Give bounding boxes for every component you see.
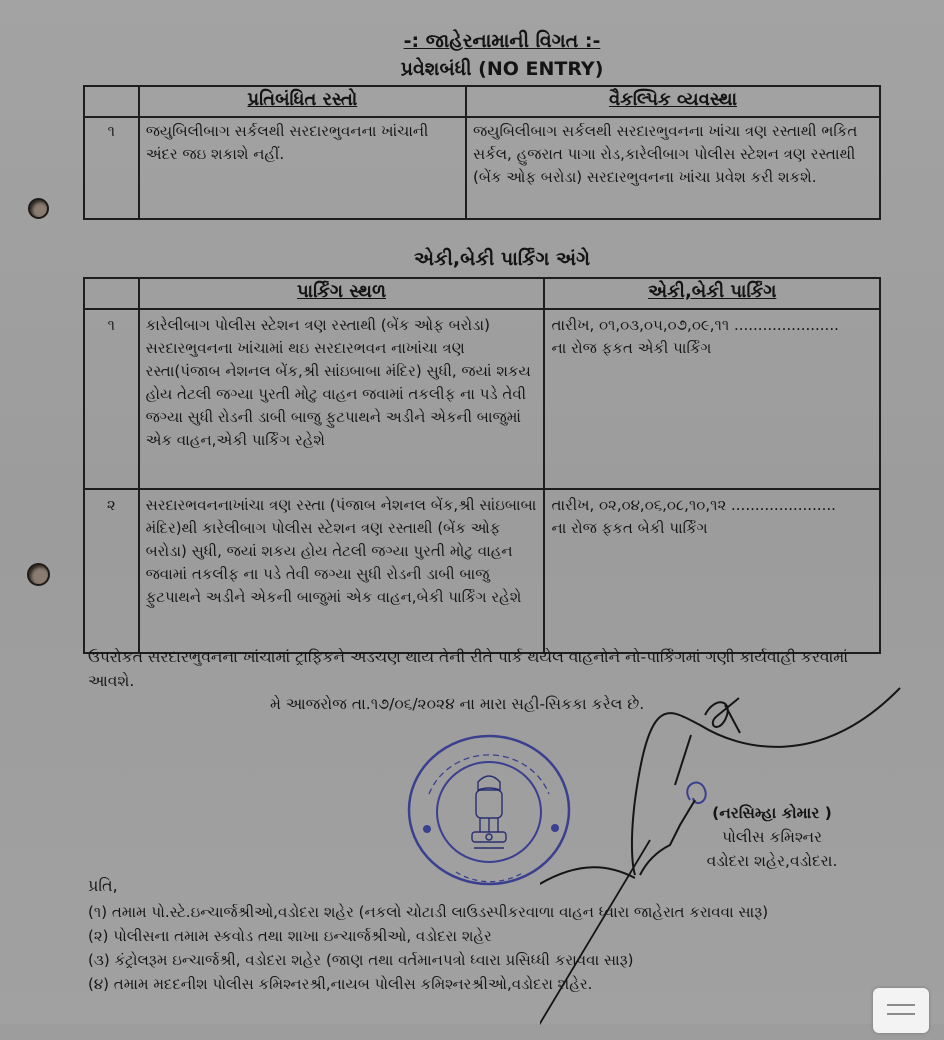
table-row — [84, 489, 880, 653]
signatory-name: (નરસિમ્હા કોમાર ) — [712, 804, 832, 822]
parking-dates: તારીખ, ૦૧,૦૩,૦૫,૦૭,૦૯,૧૧ ...................... — [551, 316, 839, 334]
parking-table — [83, 277, 881, 654]
table-row — [84, 117, 880, 219]
notice-heading: -: જાહેરનામાની વિગત :- — [403, 30, 601, 52]
copy-to-label: પ્રતિ, — [88, 876, 118, 895]
national-emblem-icon — [472, 776, 506, 848]
parking-rule: ના રોજ ફકત બેકી પાર્કિંગ — [551, 519, 708, 537]
column-header-number — [84, 278, 139, 309]
menu-button[interactable] — [873, 988, 929, 1033]
signatory-block — [672, 801, 872, 873]
row-number: ૨ — [84, 489, 139, 653]
copy-to-list — [88, 900, 768, 996]
column-header-restricted-road: પ્રતિબંધિત રસ્તો — [139, 86, 466, 117]
table-header-row — [84, 278, 880, 309]
row-number: ૧ — [84, 117, 139, 219]
row-number: ૧ — [84, 309, 139, 489]
column-header-odd-even-parking: એકી,બેકી પાર્કિંગ — [544, 278, 880, 309]
parking-rule-cell — [544, 489, 880, 653]
parking-heading: એકી,બેકી પાર્કિંગ અંગે — [414, 248, 590, 270]
copy-to-item: (૩) કંટ્રોલરૂમ ઇન્ચાર્જશ્રી, વડોદરા શહેર (જાણ તથા વર્તમાનપત્રો ધ્વારા પ્રસિધ્ધી કરાવવા સારૂ) — [88, 951, 634, 969]
no-entry-table — [83, 85, 881, 220]
table-row — [84, 309, 880, 489]
signatory-designation: પોલીસ કમિશ્નર — [721, 828, 823, 846]
copy-to-item: (૧) તમામ પો.સ્ટે.ઇન્ચાર્જશ્રીઓ,વડોદરા શહેર (નકલો ચોટાડી લાઉડસ્પીકરવાળા વાહન ધ્વારા જાહેરાત કરાવવા સારૂ) — [88, 903, 769, 921]
parking-dates: તારીખ, ૦૨,૦૪,૦૬,૦૮,૧૦,૧૨ ...................... — [551, 496, 836, 514]
table-header-row — [84, 86, 880, 117]
no-entry-heading: પ્રવેશબંધી (NO ENTRY) — [400, 58, 604, 80]
hamburger-menu-icon — [887, 1004, 915, 1006]
column-header-alternative: વૈકલ્પિક વ્યવસ્થા — [466, 86, 880, 117]
column-header-number — [84, 86, 139, 117]
dated-line: મે આજરોજ તા.૧૭/૦૬/૨૦૨૪ ના મારા સહી-સિકકા કરેલ છે. — [270, 695, 645, 713]
parking-location-cell: કારેલીબાગ પોલીસ સ્ટેશન ત્રણ રસ્તાથી (બેંક ઓફ બરોડા) સરદારભુવનના ખાંચામાં થઇ સરદારભવન નાખાંચા ત્રણ રસ્તા(પંજાબ નેશનલ બેંક,શ્રી સાંઇબાબા મંદિર) સુધી, જયાં શકય હોય તેટલી જગ્યા પુરતી મોટુ વાહન જવામાં તકલીફ ના પડે તેવી જગ્યા સુધી રોડની ડાબી બાજુ ફુટપાથને અડીને એકની બાજુમાં એક વાહન,એકી પાર્કિંગ રહેશે — [139, 309, 545, 489]
copy-to-item: (૪) તમામ મદદનીશ પોલીસ કમિશ્નરશ્રી,નાયબ પોલીસ કમિશ્નરશ્રીઓ,વડોદરા શહેર. — [88, 975, 593, 993]
alternative-route-cell: જયુબિલીબાગ સર્કલથી સરદારભુવનના ખાંચા ત્રણ રસ્તાથી ભકિત સર્કલ, હુજરાત પાગા રોડ,કારેલીબાગ પોલીસ સ્ટેશન ત્રણ રસ્તાથી (બેંક ઓફ બરોડા) સરદારભુવનના ખાંચા પ્રવેશ કરી શકશે. — [466, 117, 880, 219]
parking-rule-cell — [544, 309, 880, 489]
action-paragraph: ઉપરોકત સરદારભુવનના ખાંચામાં ટ્રાફિકને અડચણ થાય તેની રીતે પાર્ક થયેલ વાહનોને નો-પાર્કિંગમાં ગણી કાર્યવાહી કરવામાં આવશે. — [88, 648, 849, 690]
punch-hole — [27, 563, 50, 586]
column-header-parking-location: પાર્કિંગ સ્થળ — [139, 278, 545, 309]
copy-to-item: (૨) પોલીસના તમામ સ્કવોડ તથા શાખા ઇન્ચાર્જશ્રીઓ, વડોદરા શહેર — [88, 927, 492, 945]
punch-hole — [28, 198, 49, 219]
parking-location-cell: સરદારભવનનાખાંચા ત્રણ રસ્તા (પંજાબ નેશનલ બેંક,શ્રી સાંઇબાબા મંદિર)થી કારેલીબાગ પોલીસ સ્ટેશન ત્રણ રસ્તાથી (બેંક ઓફ બરોડા) સુધી, જયાં શકય હોય તેટલી જગ્યા પુરતી મોટુ વાહન જવામાં તકલીફ ના પડે તેવી જગ્યા સુધી રોડની ડાબી બાજુ ફુટપાથને અડીને એકની બાજુમાં એક વાહન,બેકી પાર્કિંગ રહેશે — [139, 489, 545, 653]
hamburger-menu-icon — [887, 1013, 915, 1015]
signatory-office: વડોદરા શહેર,વડોદરા. — [706, 852, 838, 870]
parking-rule: ના રોજ ફકત એકી પાર્કિંગ — [551, 339, 712, 357]
restricted-road-cell: જયુબિલીબાગ સર્કલથી સરદારભુવનના ખાંચાની અંદર જઇ શકાશે નહીં. — [139, 117, 466, 219]
